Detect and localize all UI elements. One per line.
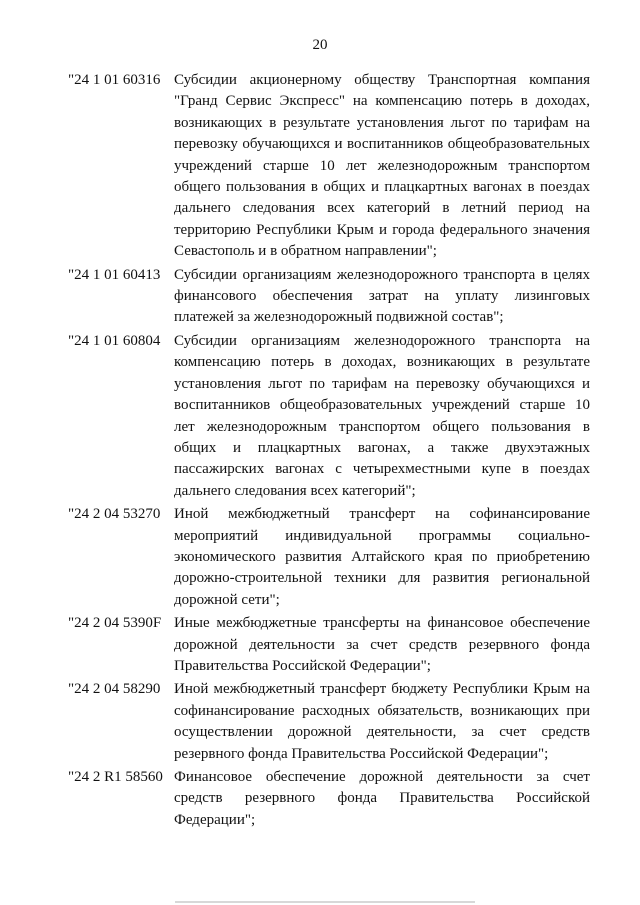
- budget-description: Субсидии организациям железнодорожного транспорта в целях финансового обеспечения затрат на уплату лизинговых платежей за железнодорожный подвижной состав";: [174, 266, 590, 326]
- list-item: [68, 767, 590, 831]
- budget-description: Иной межбюджетный трансферт бюджету Республики Крым на софинансирование расходных обязательств, возникающих при осуществлении дорожной деятельности, за счет средств резервного фонда Правительства Российской Федерации";: [174, 681, 590, 762]
- budget-description: Субсидии акционерному обществу Транспортная компания "Гранд Сервис Экспресс" на компенсацию потерь в доходах, возникающих в результате установления льгот по тарифам на перевозку обучающихся и воспитанников общеобразовательных учреждений старше 10 лет железнодорожным транспортом общего пользования в общих и плацкартных вагонах в поездах дальнего следования всех категорий в летний период на территорию Республики Крым и города федерального значения Севастополь и в обратном направлении";: [174, 72, 590, 260]
- list-item: [68, 70, 590, 263]
- scan-edge-shadow: [175, 901, 475, 903]
- budget-code: "24 2 04 53270: [68, 506, 161, 523]
- list-item: [68, 679, 590, 765]
- list-item: [68, 265, 590, 329]
- budget-code: "24 1 01 60804: [68, 332, 161, 349]
- budget-code: "24 2 04 5390F: [68, 615, 162, 632]
- budget-description: Иные межбюджетные трансферты на финансовое обеспечение дорожной деятельности за счет средств резервного фонда Правительства Российской Федерации";: [174, 615, 590, 674]
- budget-description: Иной межбюджетный трансферт на софинансирование мероприятий индивидуальной программы социально-экономического развития Алтайского края по приобретению дорожно-строительной техники для развития региональной дорожной сети";: [174, 506, 590, 608]
- budget-code: "24 2 R1 58560: [68, 769, 163, 785]
- list-item: [68, 331, 590, 502]
- page-number: 20: [312, 37, 328, 53]
- budget-code: "24 2 04 58290: [68, 681, 161, 698]
- list-item: [68, 613, 590, 677]
- list-item: [68, 504, 590, 611]
- budget-code: "24 1 01 60413: [68, 266, 161, 283]
- budget-code: "24 1 01 60316: [68, 72, 161, 88]
- budget-code-list: [68, 70, 590, 831]
- budget-description: Финансовое обеспечение дорожной деятельности за счет средств резервного фонда Правительства Российской Федерации";: [174, 769, 590, 828]
- budget-description: Субсидии организациям железнодорожного транспорта на компенсацию потерь в доходах, возникающих в результате установления льгот по тарифам на перевозку обучающихся и воспитанников общеобразовательных учреждений старше 10 лет железнодорожным транспортом общего пользования в общих и плацкартных вагонах, а также двухэтажных пассажирских вагонах с четырехместными купе в поездах дальнего следования всех категорий";: [174, 332, 590, 499]
